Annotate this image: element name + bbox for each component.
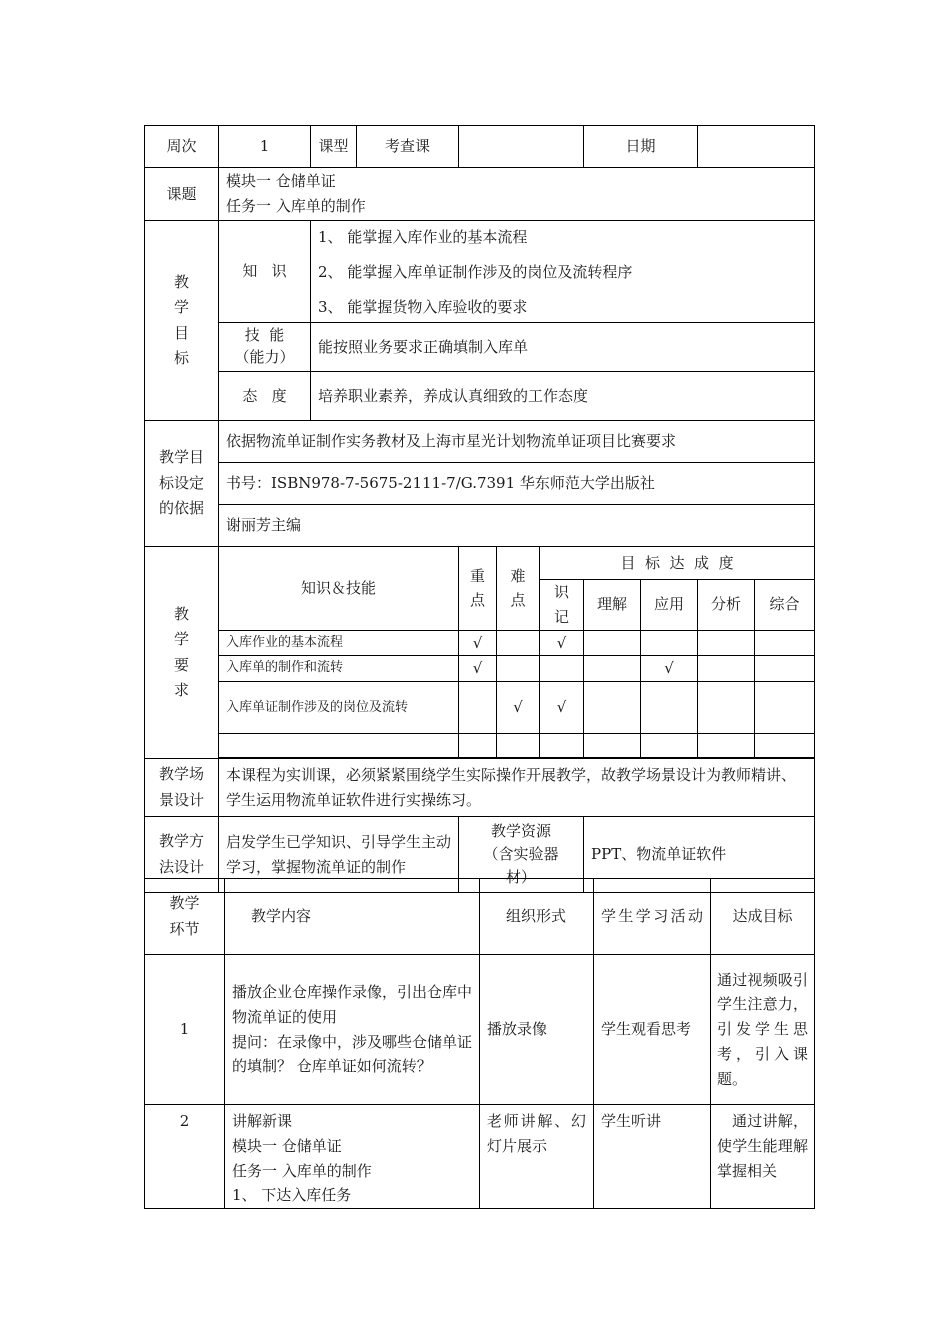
requirement-l2 bbox=[584, 734, 641, 758]
knowledge-item: 3、 能掌握货物入库验收的要求 bbox=[318, 297, 528, 316]
activity-header: 学生学习活动 bbox=[594, 879, 711, 955]
topic-text bbox=[219, 168, 815, 221]
key-point-header: 重 点 bbox=[459, 547, 497, 631]
requirement-item: 入库作业的基本流程 bbox=[219, 630, 459, 656]
knowledge-label: 知 识 bbox=[219, 221, 311, 323]
attitude-label: 态 度 bbox=[219, 372, 311, 421]
requirement-l2 bbox=[584, 630, 641, 656]
content-cell bbox=[225, 955, 480, 1105]
content-line: 讲解新课 bbox=[232, 1112, 293, 1130]
requirement-item bbox=[219, 734, 459, 758]
requirement-l4 bbox=[698, 656, 755, 682]
requirement-l1 bbox=[540, 656, 584, 682]
type-label: 课型 bbox=[311, 126, 357, 168]
requirement-l3: √ bbox=[641, 656, 698, 682]
activity-cell: 学生听讲 bbox=[594, 1105, 711, 1209]
stage-number: 1 bbox=[145, 955, 225, 1105]
requirement-l4 bbox=[698, 682, 755, 734]
requirement-l2 bbox=[584, 656, 641, 682]
basis-row: 谢丽芳主编 bbox=[219, 505, 815, 547]
form-cell: 老师讲解、幻灯片展示 bbox=[480, 1105, 594, 1209]
goal-header: 达成目标 bbox=[711, 879, 815, 955]
stage-number: 2 bbox=[145, 1105, 225, 1209]
requirement-item: 入库单证制作涉及的岗位及流转 bbox=[219, 682, 459, 734]
requirement-l5 bbox=[755, 630, 815, 656]
requirement-diff: √ bbox=[497, 682, 540, 734]
type-value: 考查课 bbox=[357, 126, 459, 168]
date-label: 日期 bbox=[584, 126, 698, 168]
requirement-l1 bbox=[540, 734, 584, 758]
requirements-label: 教 学 要 求 bbox=[145, 547, 219, 759]
requirement-l2 bbox=[584, 682, 641, 734]
level-analyze: 分析 bbox=[698, 580, 755, 631]
stage-header: 教学 环节 bbox=[145, 879, 225, 955]
requirement-l1: √ bbox=[540, 630, 584, 656]
topic-line: 任务一 入库单的制作 bbox=[226, 197, 366, 215]
content-line: 模块一 仓储单证 bbox=[232, 1136, 342, 1155]
basis-label: 教学目 标设定 的依据 bbox=[145, 421, 219, 547]
requirement-key: √ bbox=[459, 656, 497, 682]
lesson-plan-table bbox=[144, 125, 815, 893]
attitude-text: 培养职业素养，养成认真细致的工作态度 bbox=[311, 372, 815, 421]
resource-label: 教学资源 （含实验器 材） bbox=[459, 817, 584, 893]
activity-cell: 学生观看思考 bbox=[594, 955, 711, 1105]
content-header: 教学内容 bbox=[225, 879, 480, 955]
content-line: 播放企业仓库操作录像，引出仓库中物流单证的使用 bbox=[232, 983, 473, 1026]
skill-text: 能按照业务要求正确填制入库单 bbox=[311, 323, 815, 372]
requirement-l4 bbox=[698, 734, 755, 758]
requirement-l5 bbox=[755, 682, 815, 734]
goal-cell: 通过讲解，使学生能理解掌握相关 bbox=[711, 1105, 815, 1209]
requirement-l3 bbox=[641, 630, 698, 656]
content-line: 任务一 入库单的制作 bbox=[232, 1161, 372, 1180]
content-cell bbox=[225, 1105, 480, 1209]
knowledge-items bbox=[311, 221, 815, 323]
requirement-l5 bbox=[755, 734, 815, 758]
level-apply: 应用 bbox=[641, 580, 698, 631]
knowledge-skill-header: 知识＆技能 bbox=[219, 547, 459, 631]
content-line: 1、 下达入库任务 bbox=[232, 1186, 352, 1205]
objectives-label: 教 学 目 标 bbox=[145, 221, 219, 421]
requirement-key: √ bbox=[459, 630, 497, 656]
requirement-diff bbox=[497, 656, 540, 682]
week-value: 1 bbox=[219, 126, 311, 168]
process-table bbox=[144, 878, 815, 1209]
date-value bbox=[698, 126, 815, 168]
goal-cell: 通过视频吸引学生注意力，引发学生思考，引入课题。 bbox=[711, 955, 815, 1105]
topic-label: 课题 bbox=[145, 168, 219, 221]
requirement-diff bbox=[497, 630, 540, 656]
skill-label: 技 能 （能力） bbox=[219, 323, 311, 372]
level-synthesize: 综合 bbox=[755, 580, 815, 631]
form-header: 组织形式 bbox=[480, 879, 594, 955]
requirement-l4 bbox=[698, 630, 755, 656]
requirement-diff bbox=[497, 734, 540, 758]
basis-row: 依据物流单证制作实务教材及上海市星光计划物流单证项目比赛要求 bbox=[219, 421, 815, 463]
basis-row: 书号：ISBN978-7-5675-2111-7/G.7391 华东师范大学出版社 bbox=[219, 463, 815, 505]
header-blank bbox=[459, 126, 584, 168]
scene-label: 教学场 景设计 bbox=[145, 759, 219, 817]
topic-line: 模块一 仓储单证 bbox=[226, 172, 336, 191]
requirement-l3 bbox=[641, 734, 698, 758]
level-memorize: 识记 bbox=[540, 580, 584, 631]
form-cell: 播放录像 bbox=[480, 955, 594, 1105]
resource-value: PPT、物流单证软件 bbox=[584, 817, 815, 893]
target-header: 目 标 达 成 度 bbox=[540, 547, 815, 580]
requirement-item: 入库单的制作和流转 bbox=[219, 656, 459, 682]
method-text: 启发学生已学知识、引导学生主动学习，掌握物流单证的制作 bbox=[219, 817, 459, 893]
knowledge-item: 1、 能掌握入库作业的基本流程 bbox=[318, 228, 528, 246]
requirement-l5 bbox=[755, 656, 815, 682]
requirement-key bbox=[459, 682, 497, 734]
requirement-l1: √ bbox=[540, 682, 584, 734]
requirement-l3 bbox=[641, 682, 698, 734]
content-line: 提问：在录像中，涉及哪些仓储单证的填制？ 仓库单证如何流转？ bbox=[232, 1032, 473, 1076]
knowledge-item: 2、 能掌握入库单证制作涉及的岗位及流转程序 bbox=[318, 262, 633, 281]
difficulty-header: 难 点 bbox=[497, 547, 540, 631]
level-understand: 理解 bbox=[584, 580, 641, 631]
week-label: 周次 bbox=[145, 126, 219, 168]
requirement-key bbox=[459, 734, 497, 758]
scene-text: 本课程为实训课，必须紧紧围绕学生实际操作开展教学，故教学场景设计为教师精讲、学生运用物流单证软件进行实操练习。 bbox=[219, 759, 815, 817]
method-label: 教学方 法设计 bbox=[145, 817, 219, 893]
